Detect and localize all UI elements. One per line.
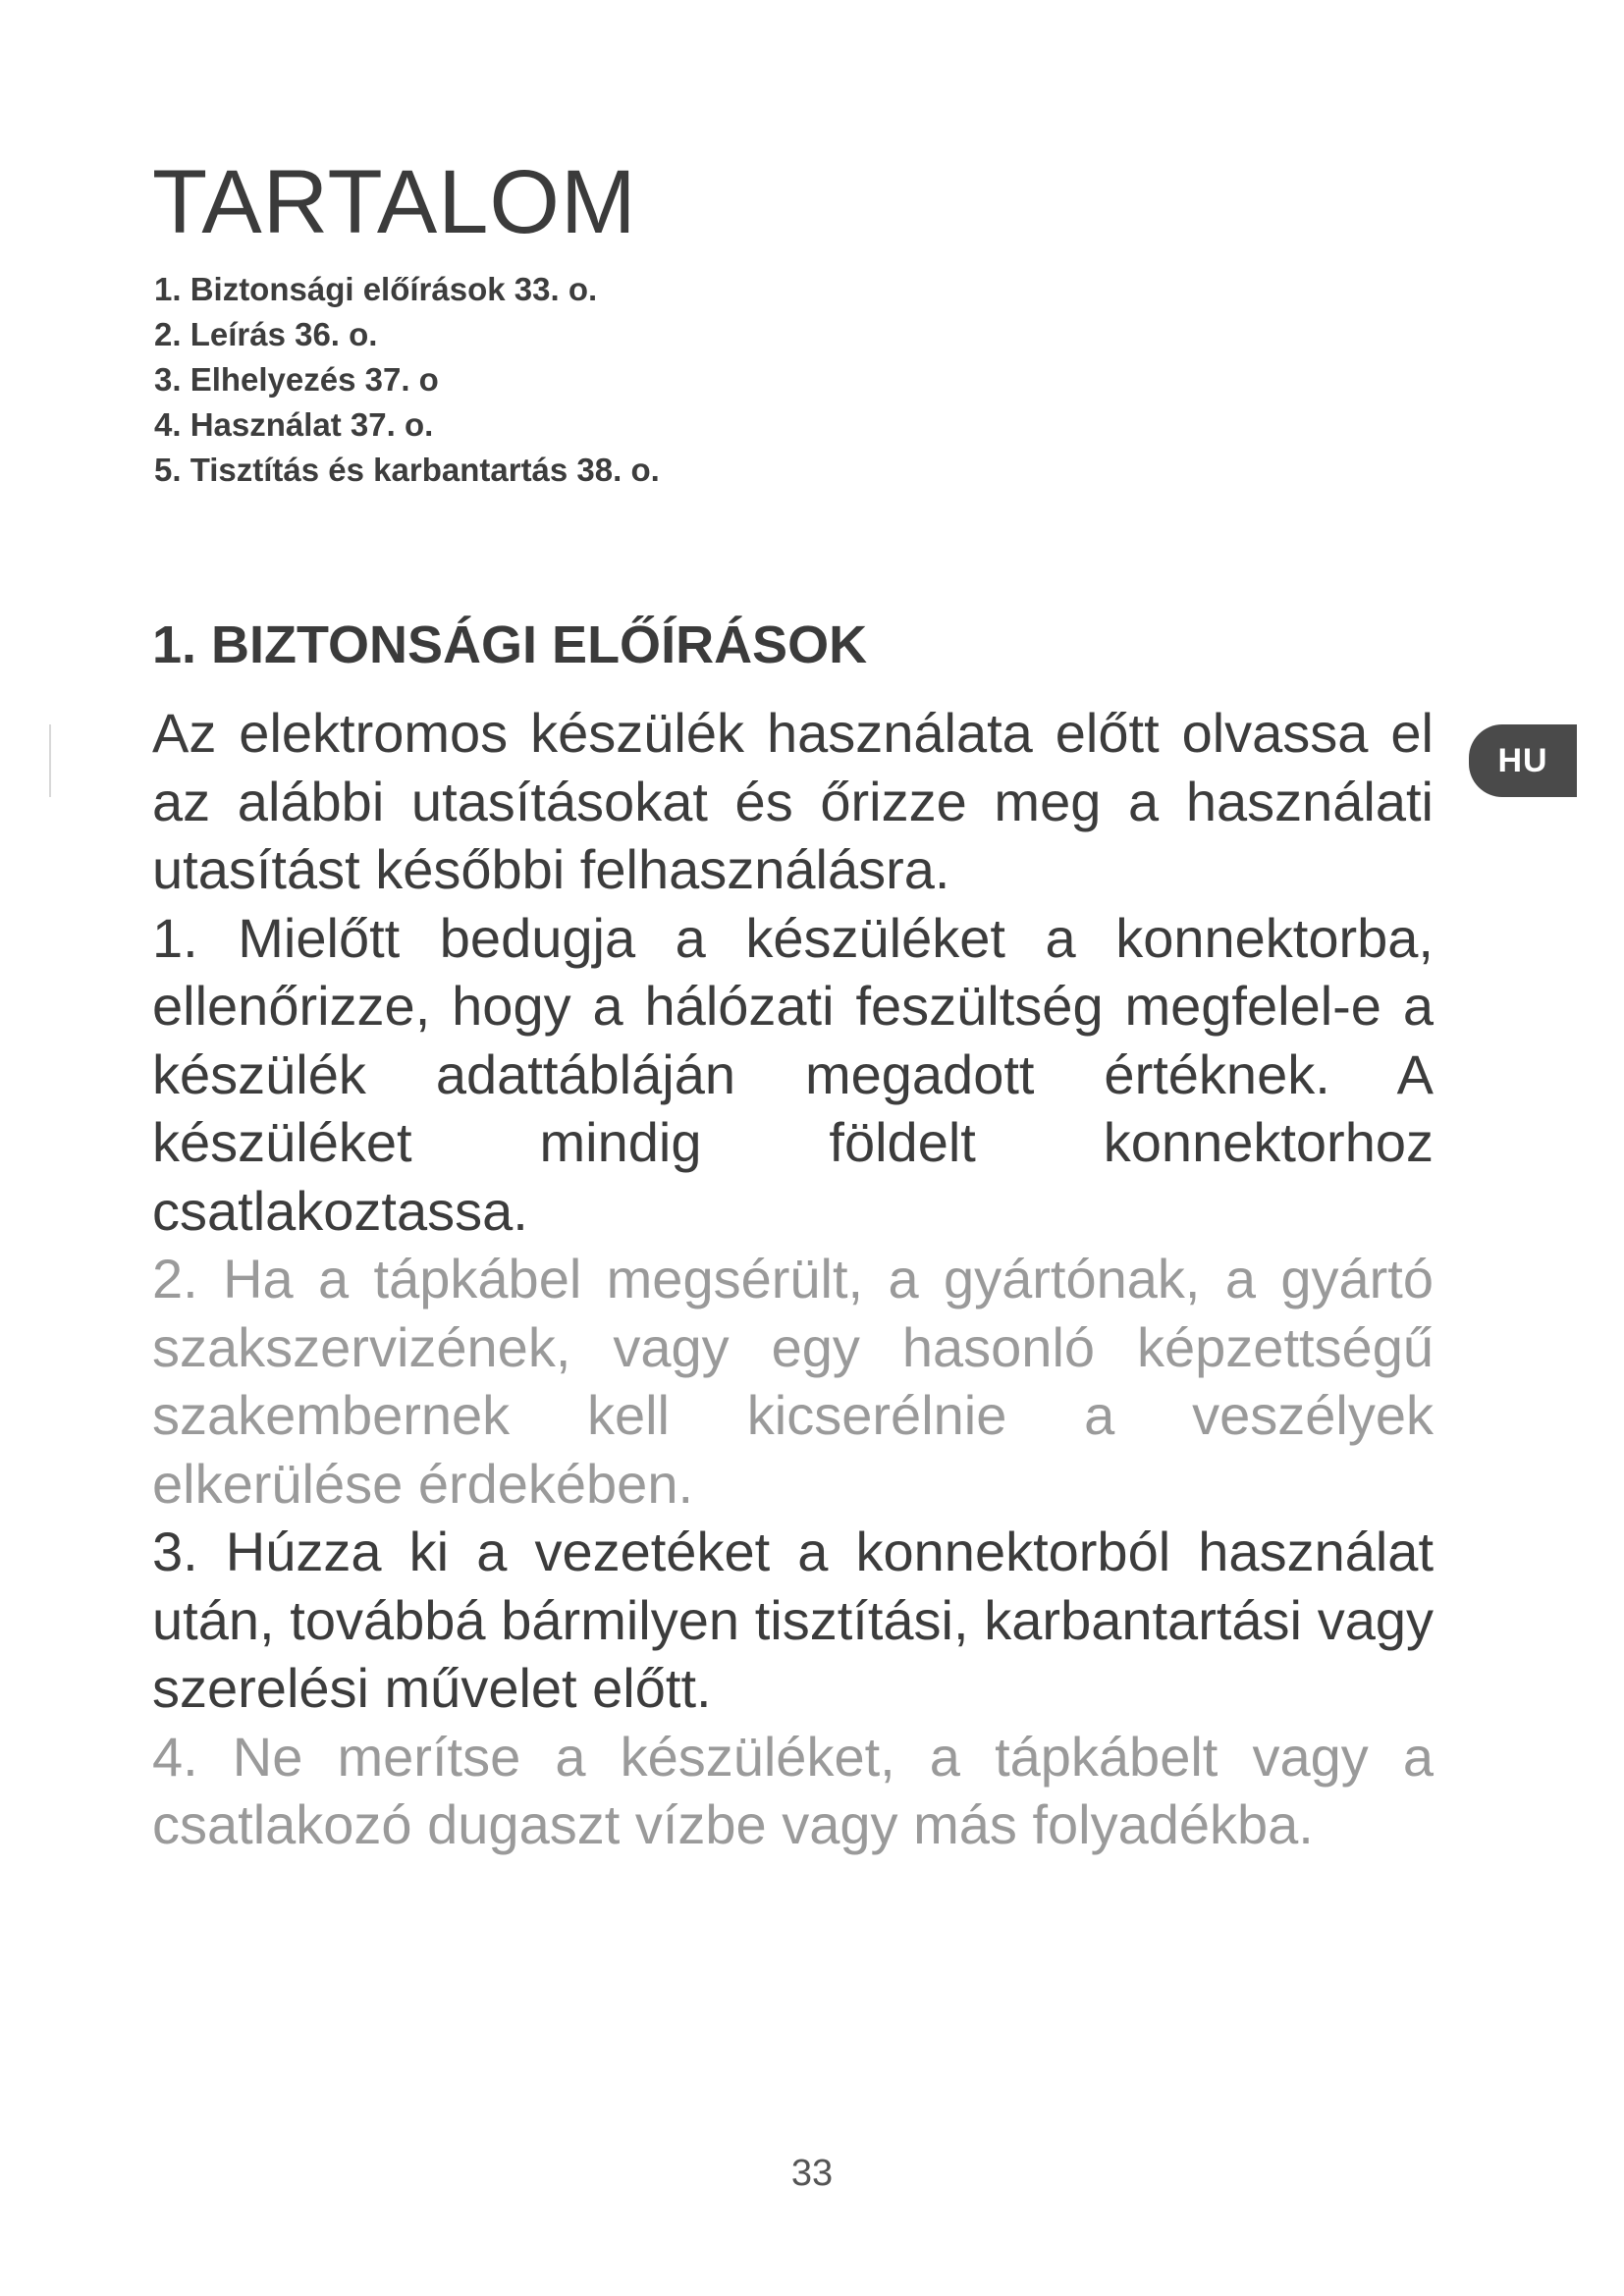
intro-paragraph: Az elektromos készülék használata előtt olvassa el az alábbi utasításokat és őrizze meg a használati utasítást későbbi felhasználásra. — [152, 702, 1434, 900]
toc-item: 2. Leírás 36. o. — [154, 316, 378, 352]
page-edge-mark — [49, 724, 51, 797]
toc-title: TARTALOM — [152, 152, 637, 252]
section-heading: 1. BIZTONSÁGI ELŐÍRÁSOK — [152, 615, 868, 674]
toc-list — [154, 267, 660, 493]
safety-rule-1: 1. Mielőtt bedugja a készüléket a konnektorba, ellenőrizze, hogy a hálózati feszültség megfelel-e a készülék adattábláján megadott értéknek. A készüléket mindig földelt konnektorhoz csatlakoztassa. — [152, 906, 1434, 1242]
safety-text — [152, 699, 1434, 1859]
language-tab: HU — [1469, 724, 1577, 797]
safety-rule-4: 4. Ne merítse a készüléket, a tápkábelt vagy a csatlakozó dugaszt vízbe vagy más folyadékba. — [152, 1725, 1434, 1855]
safety-rule-2: 2. Ha a tápkábel megsérült, a gyártónak, a gyártó szakszervizének, vagy egy hasonló képzettségű szakembernek kell kicserélnie a veszélyek elkerülése érdekében. — [152, 1248, 1434, 1515]
toc-item: 5. Tisztítás és karbantartás 38. o. — [154, 452, 660, 488]
toc-item: 3. Elhelyezés 37. o — [154, 361, 439, 398]
page-number: 33 — [790, 2153, 834, 2194]
toc-item: 4. Használat 37. o. — [154, 406, 434, 443]
toc-item: 1. Biztonsági előírások 33. o. — [154, 271, 598, 307]
safety-rule-3: 3. Húzza ki a vezetéket a konnektorból használat után, továbbá bármilyen tisztítási, karbantartási vagy szerelési művelet előtt. — [152, 1521, 1434, 1719]
